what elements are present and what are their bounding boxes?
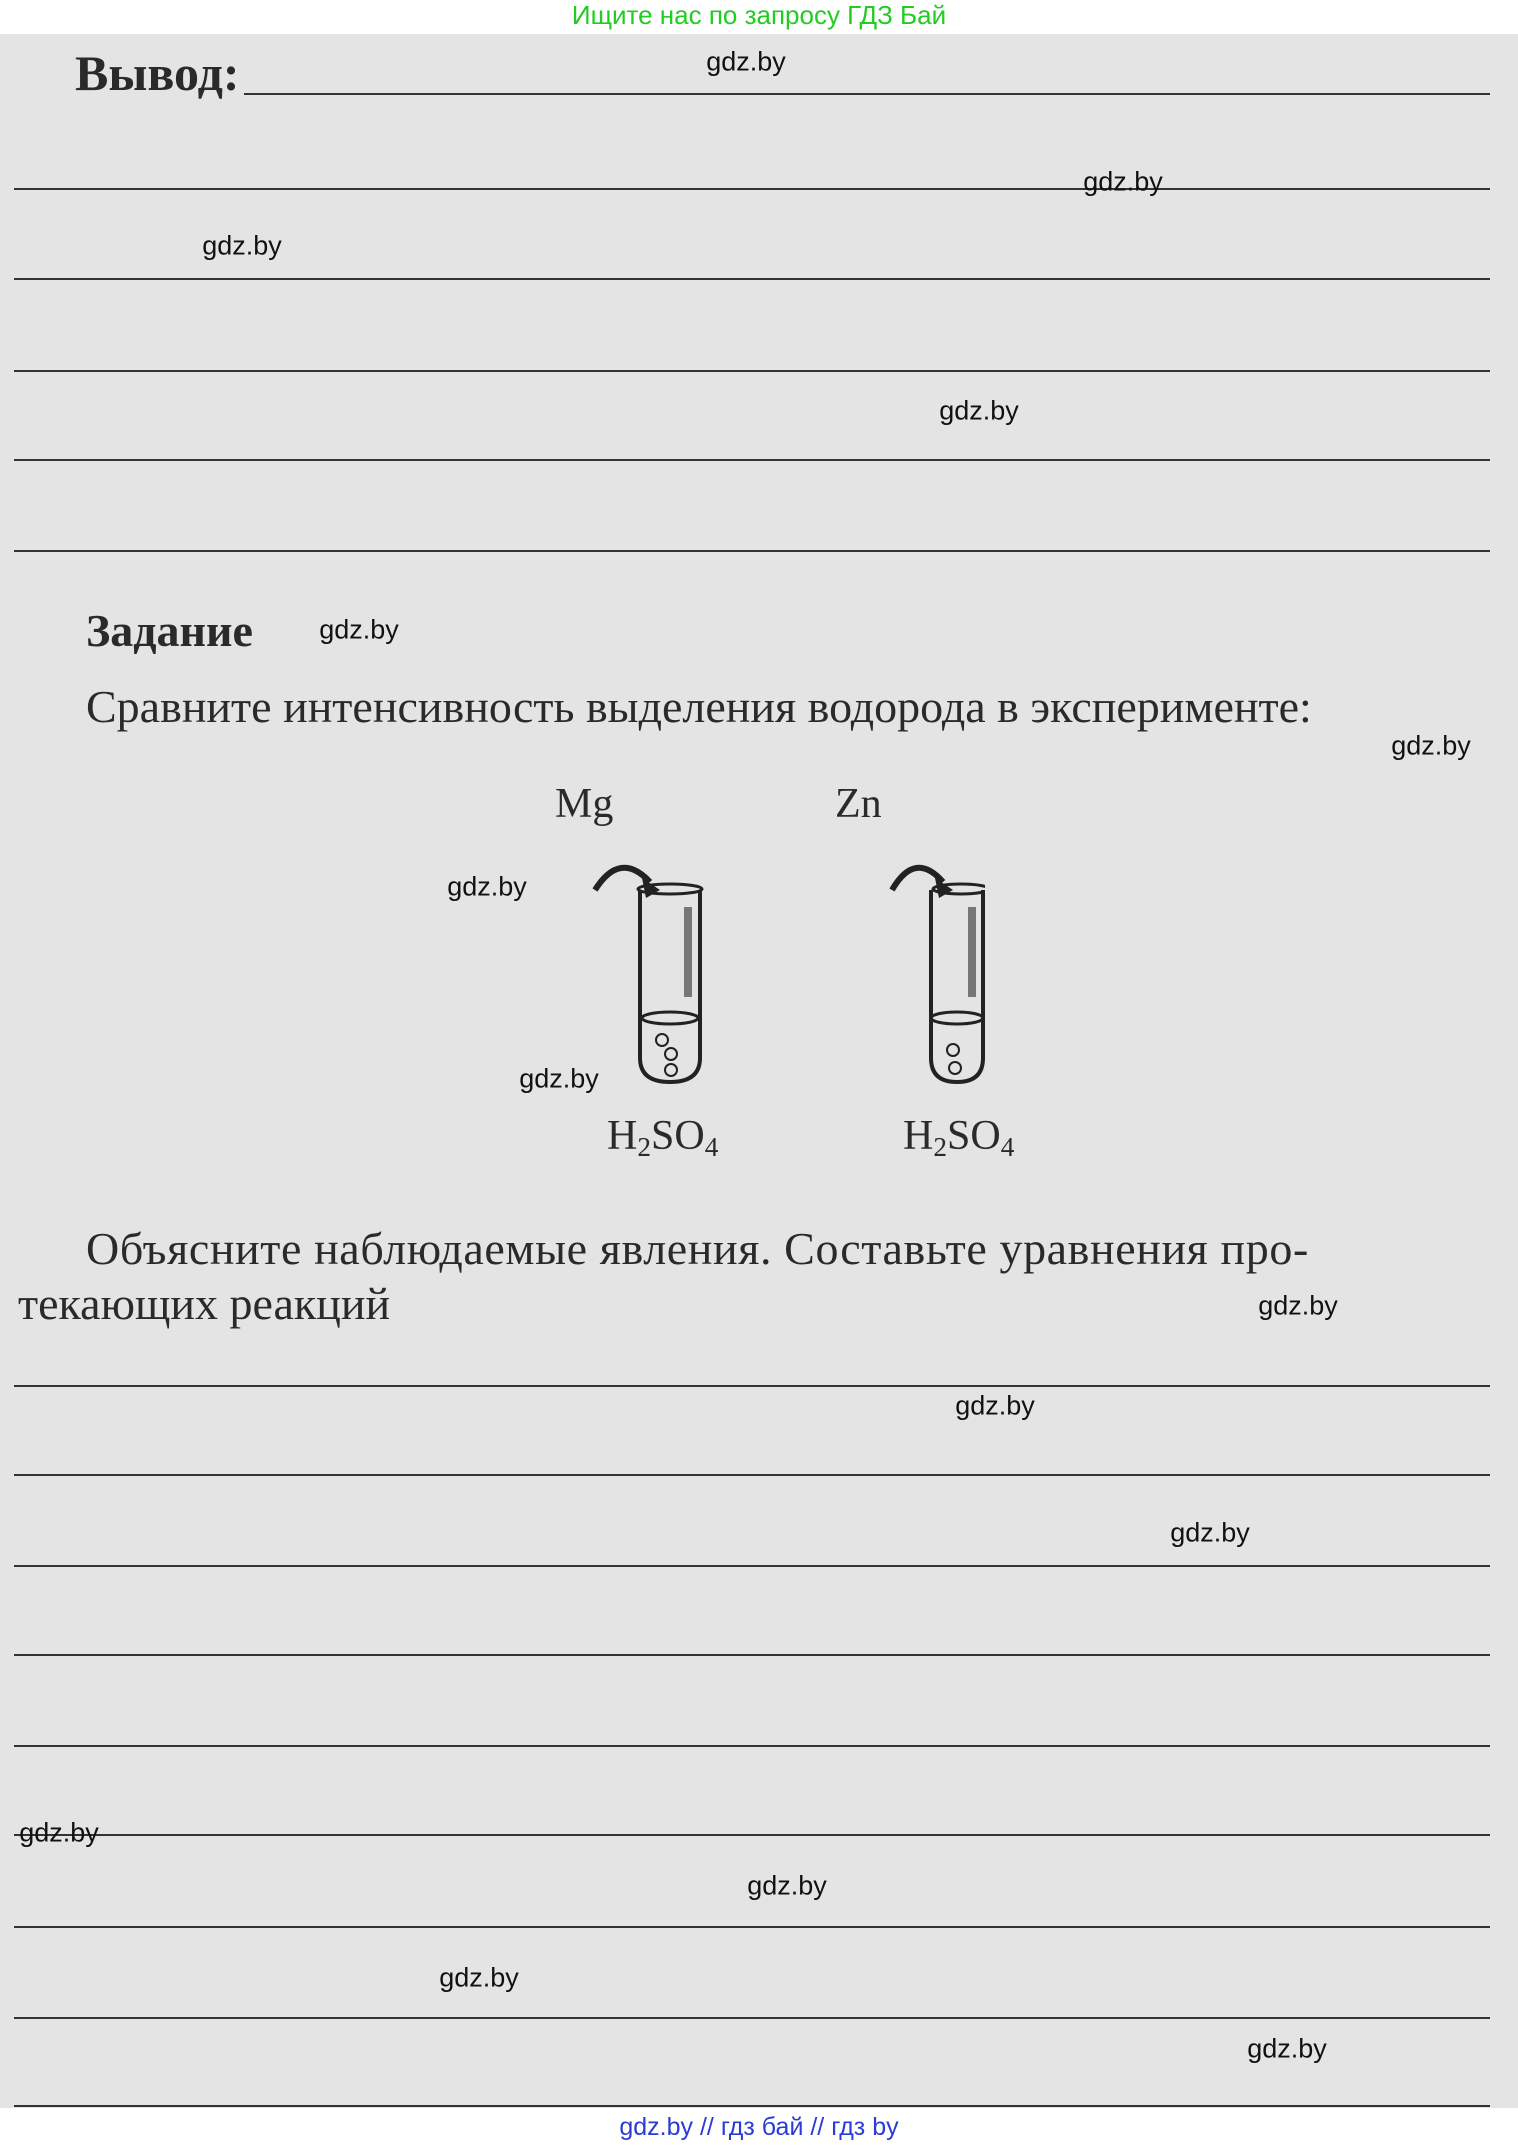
answer-line (14, 1474, 1490, 1476)
watermark: gdz.by (1258, 1290, 1338, 1321)
watermark: gdz.by (706, 46, 786, 77)
explain-text-2: текающих реакций (18, 1278, 391, 1329)
watermark: gdz.by (1170, 1517, 1250, 1548)
acid-sub: 4 (704, 1131, 719, 1162)
watermark: gdz.by (747, 1870, 827, 1901)
acid-sub: 2 (637, 1131, 651, 1162)
watermark: gdz.by (439, 1962, 519, 1993)
watermark: gdz.by (1083, 166, 1163, 197)
acid-label-1 (607, 1112, 718, 1163)
search-banner: Ищите нас по запросу ГДЗ Бай (0, 0, 1518, 34)
acid-h: H (607, 1113, 638, 1159)
acid-so: SO (651, 1113, 705, 1159)
metal-label-mg: Mg (555, 781, 614, 827)
watermark: gdz.by (519, 1063, 599, 1094)
acid-sub: 2 (933, 1131, 947, 1162)
acid-label-2 (903, 1112, 1014, 1163)
metal-label-zn: Zn (835, 781, 882, 827)
explain-text-1: Объясните наблюдаемые явления. Составьте уравнения про- (86, 1223, 1309, 1274)
answer-line (14, 2105, 1490, 2107)
watermark: gdz.by (939, 395, 1019, 426)
watermark: gdz.by (202, 230, 282, 261)
task-prompt: Сравните интенсивность выделения водорода в эксперименте: (86, 681, 1312, 732)
answer-line (14, 188, 1490, 190)
acid-h: H (903, 1113, 934, 1159)
answer-line (14, 2017, 1490, 2019)
watermark: gdz.by (1247, 2033, 1327, 2064)
acid-sub: 4 (1000, 1131, 1015, 1162)
watermark: gdz.by (955, 1390, 1035, 1421)
answer-line (14, 550, 1490, 552)
watermark: gdz.by (447, 871, 527, 902)
workbook-page (0, 34, 1518, 2108)
watermark: gdz.by (319, 614, 399, 645)
answer-line (14, 1654, 1490, 1656)
answer-line (244, 93, 1490, 95)
test-tube-zn-icon (835, 850, 985, 1090)
answer-line (14, 459, 1490, 461)
watermark: gdz.by (19, 1817, 99, 1848)
task-heading: Задание (86, 605, 253, 656)
answer-line (14, 1926, 1490, 1928)
answer-line (14, 1565, 1490, 1567)
answer-line (14, 1834, 1490, 1836)
acid-so: SO (947, 1113, 1001, 1159)
watermark: gdz.by (1391, 730, 1471, 761)
answer-line (14, 1745, 1490, 1747)
answer-line (14, 1385, 1490, 1387)
test-tube-mg-icon (580, 850, 730, 1090)
answer-line (14, 370, 1490, 372)
conclusion-label: Вывод: (75, 45, 240, 101)
answer-line (14, 278, 1490, 280)
footer-links[interactable]: gdz.by // гдз бай // гдз by (0, 2108, 1518, 2146)
